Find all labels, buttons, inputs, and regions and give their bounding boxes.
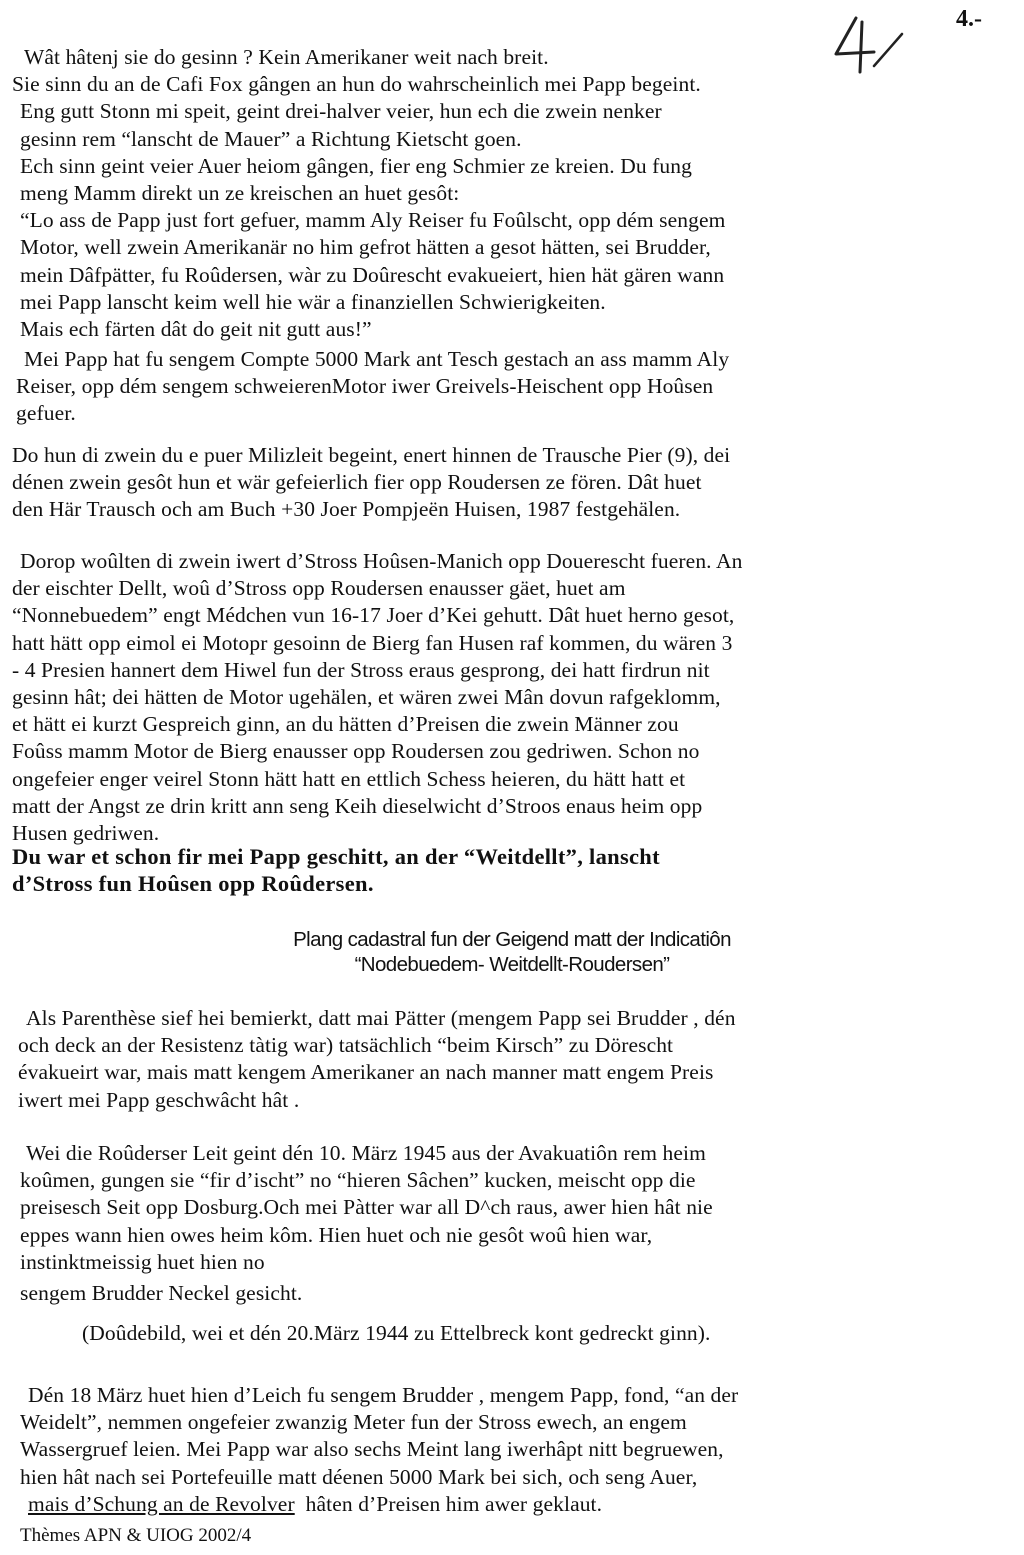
text-line: Foûss mamm Motor de Bierg enausser opp Roudersen zou gedriwen. Schon no	[12, 739, 700, 764]
text-line: Wât hâtenj sie do gesinn ? Kein Amerikaner weit nach breit.	[24, 45, 549, 69]
text-line: meng Mamm direkt un ze kreischen an huet gesôt:	[20, 181, 460, 206]
text-line: och deck an der Resistenz tàtig war) tatsächlich “beim Kirsch” zu Dörescht	[18, 1033, 674, 1058]
caption-line: “Nodebuedem- Weitdellt-Roudersen”	[354, 953, 670, 976]
text-line: hien hât nach sei Portefeuille matt déenen 5000 Mark bei sich, och seng Auer,	[20, 1464, 698, 1489]
text-line: Ech sinn geint veier Auer heiom gângen, fier eng Schmier ze kreien. Du fung	[20, 153, 692, 178]
text-line: gesinn hât; dei hätten de Motor ugehälen, et wären zwei Mân dovun rafgeklomm,	[12, 685, 721, 710]
paragraph-5-bold	[12, 843, 1012, 897]
text-line: Mais ech färten dât do geit nit gutt aus!”	[20, 317, 372, 342]
text-line: Reiser, opp dém sengem schweierenMotor iwer Greivels-Heischent opp Hoûsen	[16, 374, 714, 399]
text-line: Husen gedriwen.	[12, 821, 160, 846]
footer-source: Thèmes APN & UIOG 2002/4	[20, 1525, 252, 1546]
paragraph-4	[12, 548, 1012, 847]
text-line: iwert mei Papp geschwâcht hât .	[18, 1087, 300, 1112]
text-line: “Lo ass de Papp just fort gefuer, mamm Aly Reiser fu Foûlscht, opp dém sengem	[20, 208, 726, 233]
text-line: Wei die Roûderser Leit geint dén 10. März 1945 aus der Avakuatiôn rem heim	[26, 1141, 706, 1165]
text-line: gefuer.	[16, 401, 76, 426]
paragraph-9	[12, 1382, 1012, 1518]
text-line: Als Parenthèse sief hei bemierkt, datt mai Pätter (mengem Papp sei Brudder , dén	[26, 1006, 736, 1030]
text-line: sengem Brudder Neckel gesicht.	[20, 1281, 303, 1306]
underlined-phrase: mais d’Schung an de Revolver	[28, 1491, 295, 1516]
caption-line: Plang cadastral fun der Geigend matt der Indicatiôn	[293, 928, 731, 951]
paragraph-3	[12, 442, 1012, 524]
text-line: Dén 18 März huet hien d’Leich fu sengem Brudder , mengem Papp, fond, “an der	[28, 1383, 739, 1407]
text-span: hâten d’Preisen him awer geklaut.	[294, 1491, 603, 1516]
text-line: “Nonnebuedem” engt Médchen vun 16-17 Joer d’Kei gehutt. Dât huet herno gesot,	[12, 603, 735, 628]
text-line: Wassergruef leien. Mei Papp war also sechs Meint lang iwerhâpt nitt begruewen,	[20, 1437, 724, 1462]
map-caption	[0, 927, 1024, 977]
paragraph-1	[12, 44, 1012, 343]
text-line: Do hun di zwein du e puer Milizleit begeint, enert hinnen de Trausche Pier (9), dei	[12, 443, 731, 467]
text-line: mei Papp lanscht keim well hie wär a finanziellen Schwierigkeiten.	[20, 289, 606, 314]
text-line: d’Stross fun Hoûsen opp Roûdersen.	[12, 871, 374, 897]
text-line: den Här Trausch och am Buch +30 Joer Pompjeën Huisen, 1987 festgehälen.	[12, 497, 681, 522]
paragraph-7	[12, 1140, 1012, 1307]
text-line: Dorop woûlten di zwein iwert d’Stross Hoûsen-Manich opp Douerescht fueren. An	[20, 549, 743, 573]
text-line: eppes wann hien owes heim kôm. Hien huet och nie gesôt woû hien war,	[20, 1222, 653, 1247]
text-line: hatt hätt opp eimol ei Motopr gesoinn de Bierg fan Husen raf kommen, du wären 3	[12, 630, 733, 655]
text-line: évakueirt war, mais matt kengem Amerikaner an nach manner matt engem Preis	[18, 1060, 714, 1085]
paragraph-8	[82, 1320, 1024, 1347]
text-line-last	[12, 1491, 1012, 1518]
text-line: Sie sinn du an de Cafi Fox gângen an hun do wahrscheinlich mei Papp begeint.	[12, 72, 701, 97]
paragraph-6	[12, 1005, 1012, 1114]
text-line: koûmen, gungen sie “fir d’ischt” no “hieren Sâchen” kucken, meischt opp die	[20, 1168, 696, 1193]
paragraph-2	[12, 346, 1012, 428]
text-line: ongefeier enger veirel Stonn hätt hatt en ettlich Schess heieren, du hätt hatt et	[12, 766, 686, 791]
page-number: 4.-	[956, 6, 982, 32]
text-line: Eng gutt Stonn mi speit, geint drei-halver veier, hun ech die zwein nenker	[20, 99, 662, 124]
text-line: dénen zwein gesôt hun et wär gefeierlich fier opp Roudersen ze fören. Dât huet	[12, 470, 702, 495]
text-line: preisesch Seit opp Dosburg.Och mei Pàtter war all D^ch raus, awer hien hât nie	[20, 1195, 713, 1220]
text-line: matt der Angst ze drin kritt ann seng Keih dieselwicht d’Stroos enaus heim opp	[12, 793, 703, 818]
text-line: (Doûdebild, wei et dén 20.März 1944 zu Ettelbreck kont gedreckt ginn).	[82, 1321, 711, 1345]
text-line: instinktmeissig huet hien no	[20, 1249, 265, 1274]
text-line: et hätt ei kurzt Gespreich ginn, an du hätten d’Preisen die zwein Männer zou	[12, 712, 679, 737]
text-line: der eischter Dellt, woû d’Stross opp Roudersen enausser gäet, huet am	[12, 576, 626, 601]
text-line: gesinn rem “lanscht de Mauer” a Richtung Kietscht goen.	[20, 126, 522, 151]
text-line: Du war et schon fir mei Papp geschitt, an der “Weitdellt”, lanscht	[12, 844, 660, 869]
text-line: Mei Papp hat fu sengem Compte 5000 Mark ant Tesch gestach an ass mamm Aly	[24, 347, 730, 371]
text-line: - 4 Presien hannert dem Hiwel fun der Stross eraus gesprong, dei hatt firdrun nit	[12, 657, 710, 682]
text-line: mein Dâfpätter, fu Roûdersen, wàr zu Doûrescht evakueiert, hien hät gären wann	[20, 262, 725, 287]
text-line: Motor, well zwein Amerikanär no him gefrot hätten a gesot hätten, sei Brudder,	[20, 235, 711, 260]
text-line: Weidelt”, nemmen ongefeier zwanzig Meter fun der Stross ewech, an engem	[20, 1410, 687, 1435]
